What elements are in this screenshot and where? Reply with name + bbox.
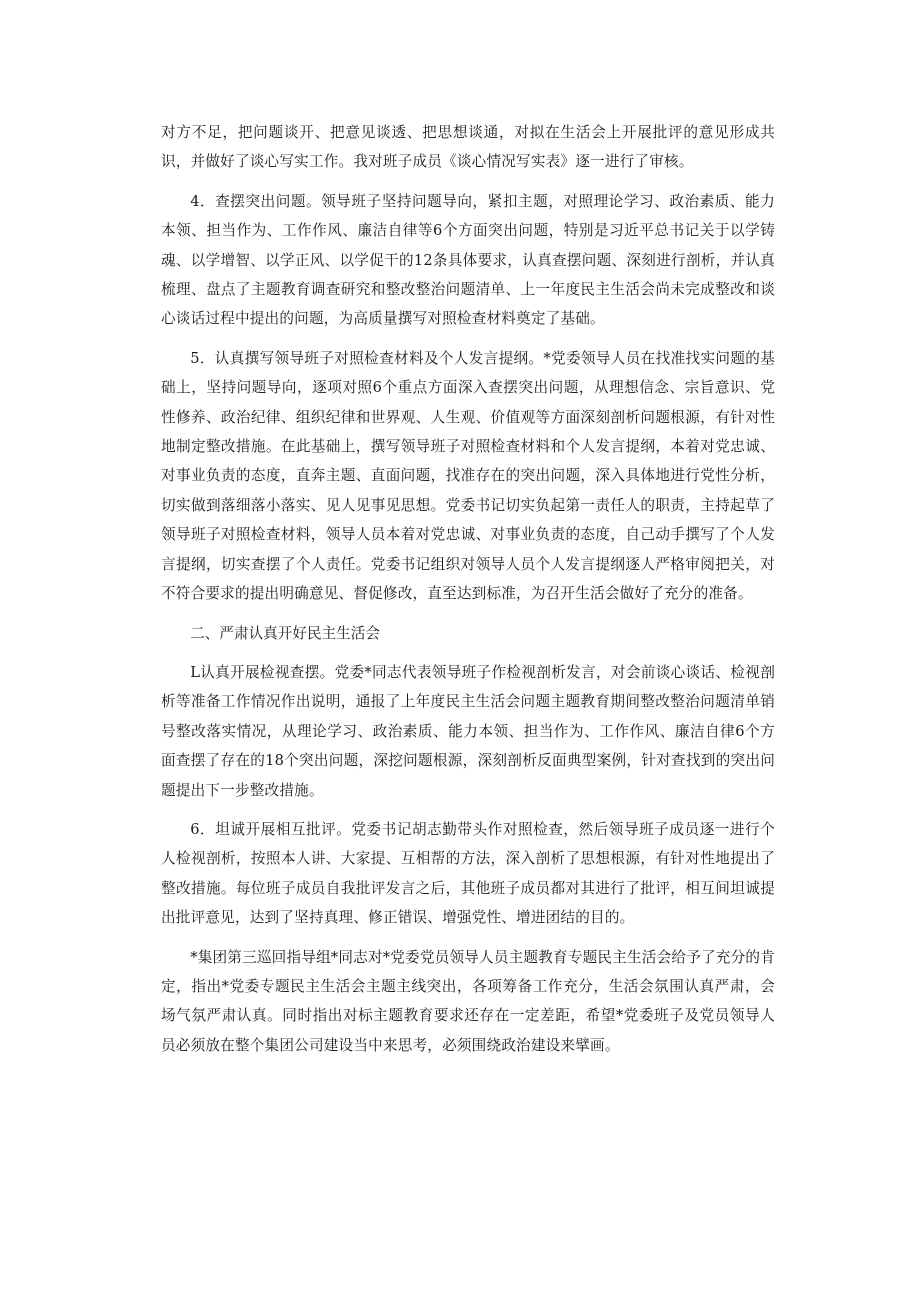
paragraph-guidance: *集团第三巡回指导组*同志对*党委党员领导人员主题教育专题民主生活会给予了充分的肯定，指出*党委专题民主生活会主题主线突出，各项筹备工作充分，生活会氛围认真严肃，会场气氛严肃认真。同时指出对标主题教育要求还存在一定差距，希望*党委班子及党员领导人员必须放在整个集团公司建设当中来思考，必须围绕政治建设来擘画。: [161, 948, 775, 1054]
paragraph-item-6: 6．坦诚开展相互批评。党委书记胡志勤带头作对照检查，然后领导班子成员逐一进行个人检视剖析，按照本人讲、大家提、互相帮的方法，深入剖析了思想根源，有针对性地提出了整改措施。每位班子成员自我批评发言之后，其他班子成员都对其进行了批评，相互间坦诚提出批评意见，达到了坚持真理、修正错误、增强党性、增进团结的目的。: [161, 820, 775, 927]
document-page: [161, 118, 775, 1070]
paragraph-item-4: 4．查摆突出问题。领导班子坚持问题导向，紧扣主题，对照理论学习、政治素质、能力本领、担当作为、工作作风、廉洁自律等6个方面突出问题，特别是习近平总书记关于以学铸魂、以学增智、以学正风、以学促干的12条具体要求，认真查摆问题、深刻进行剖析，并认真梳理、盘点了主题教育调查研究和整改整治问题清单、上一年度民主生活会尚未完成整改和谈心谈话过程中提出的问题，为高质量撰写对照检查材料奠定了基础。: [161, 192, 775, 328]
section-heading: 二、严肃认真开好民主生活会: [190, 624, 380, 642]
paragraph-talk-record: 对方不足，把问题谈开、把意见谈透、把思想谈通，对拟在生活会上开展批评的意见形成共识，并做好了谈心写实工作。我对班子成员《谈心情况写实表》逐一进行了审核。: [161, 124, 775, 171]
paragraph-item-1: L认真开展检视查摆。党委*同志代表领导班子作检视剖析发言，对会前谈心谈话、检视剖析等准备工作情况作出说明，通报了上年度民主生活会问题主题教育期间整改整治问题清单销号整改落实情况，从理论学习、政治素质、能力本领、担当作为、工作作风、廉洁自律6个方面查摆了存在的18个突出问题，深挖问题根源，深刻剖析反面典型案例，针对查找到的突出问题提出下一步整改措施。: [161, 663, 775, 799]
paragraph-item-5: 5．认真撰写领导班子对照检查材料及个人发言提纲。*党委领导人员在找准找实问题的基础上，坚持问题导向，逐项对照6个重点方面深入查摆突出问题，从理想信念、宗旨意识、党性修养、政治纪律、组织纪律和世界观、人生观、价值观等方面深刻剖析问题根源，有针对性地制定整改措施。在此基础上，撰写领导班子对照检查材料和个人发言提纲，本着对党忠诚、对事业负责的态度，直奔主题、直面问题，找准存在的突出问题，深入具体地进行党性分析，切实做到落细落小落实、见人见事见思想。党委书记切实负起第一责任人的职责，主持起草了领导班子对照检查材料，领导人员本着对党忠诚、对事业负责的态度，自己动手撰写了个人发言提纲，切实查摆了个人责任。党委书记组织对领导人员个人发言提纲逐人严格审阅把关，对不符合要求的提出明确意见、督促修改，直至达到标准，为召开生活会做好了充分的准备。: [161, 349, 775, 603]
